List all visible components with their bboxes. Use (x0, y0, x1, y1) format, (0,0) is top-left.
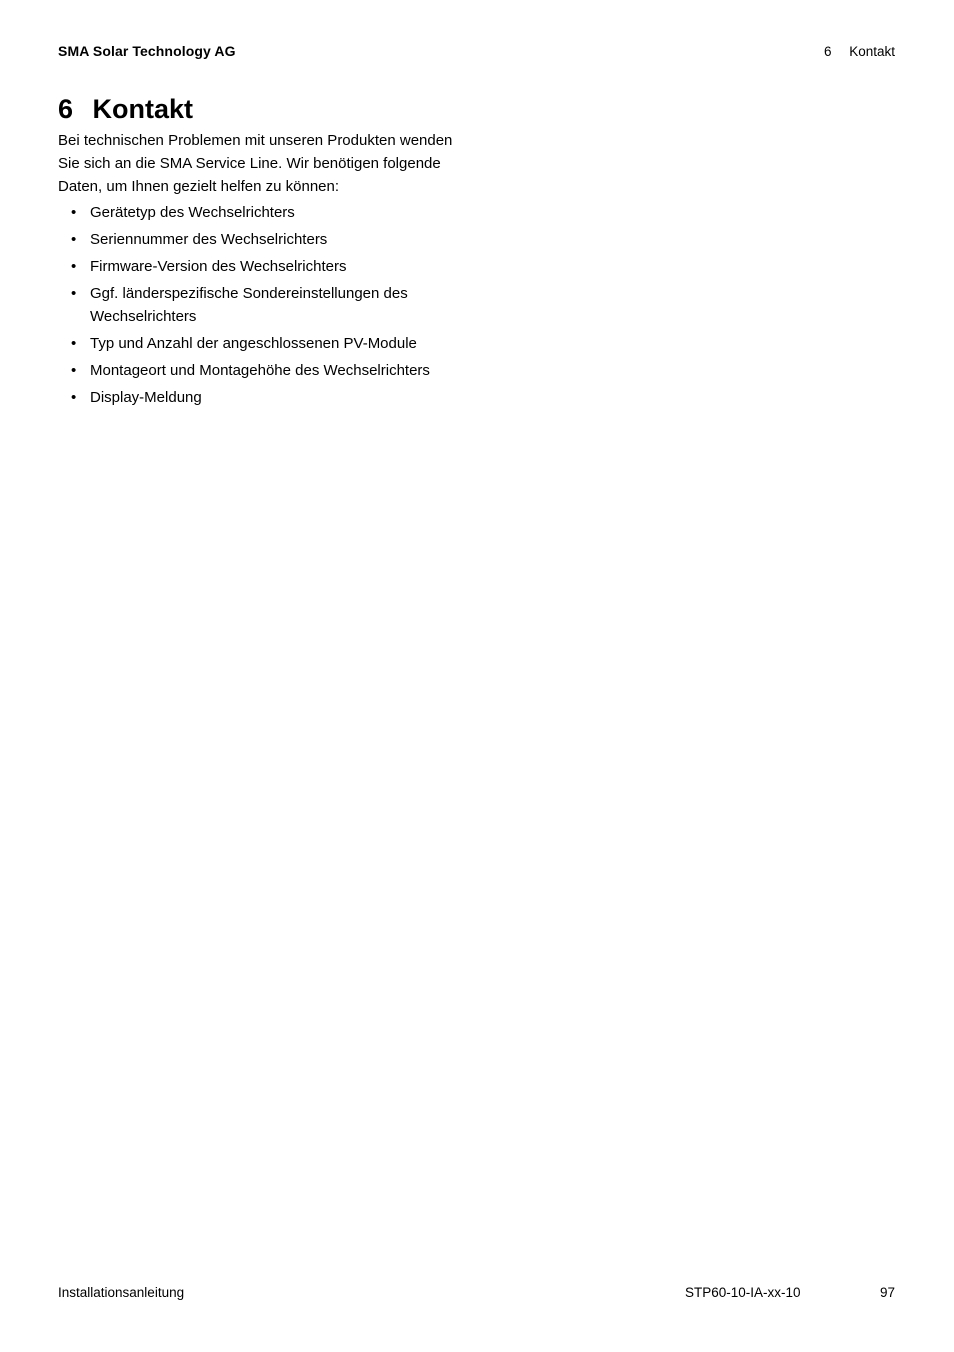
list-item-text: Gerätetyp des Wechselrichters (90, 204, 295, 221)
bullet-icon: • (71, 258, 77, 275)
list-item-text: Montageort und Montagehöhe des Wechselrichters (90, 361, 430, 379)
bullet-icon: • (71, 361, 77, 379)
intro-paragraph: Bei technischen Problemen mit unseren Produkten wenden Sie sich an die SMA Service Line. Wir benötigen folgende Daten, um Ihnen gezielt helfen zu können: (58, 132, 453, 195)
list-item-text: Firmware-Version des Wechselrichters (90, 258, 347, 275)
footer-page-number: 97 (879, 1285, 895, 1300)
list-item-text: Typ und Anzahl der angeschlossenen PV-Module (90, 334, 417, 352)
footer-document-type: Installationsanleitung (58, 1285, 185, 1300)
header-section-number: 6 (823, 44, 832, 59)
bullet-icon: • (71, 204, 77, 221)
bullet-icon: • (71, 231, 77, 248)
bullet-icon: • (71, 334, 77, 352)
list-item (58, 229, 478, 252)
list-item-text: Display-Meldung (90, 388, 202, 406)
list-item-text: Seriennummer des Wechselrichters (90, 231, 328, 248)
list-item-text: Ggf. länderspezifische Sondereinstellungen des Wechselrichters (90, 285, 408, 325)
footer-document-code: STP60-10-IA-xx-10 (685, 1285, 801, 1300)
chapter-title (58, 90, 193, 128)
required-data-list (58, 202, 478, 414)
header-company-name: SMA Solar Technology AG (58, 43, 236, 59)
list-item (58, 360, 478, 383)
list-item (58, 202, 478, 225)
bullet-icon: • (71, 388, 77, 406)
bullet-icon: • (71, 285, 77, 302)
list-item (58, 283, 478, 328)
list-item (58, 387, 478, 410)
chapter-title-text: Kontakt (92, 94, 194, 124)
list-item (58, 256, 478, 279)
list-item (58, 333, 478, 356)
header-section-title: Kontakt (849, 44, 895, 59)
header-section-label (824, 44, 895, 59)
chapter-number: 6 (58, 94, 74, 124)
